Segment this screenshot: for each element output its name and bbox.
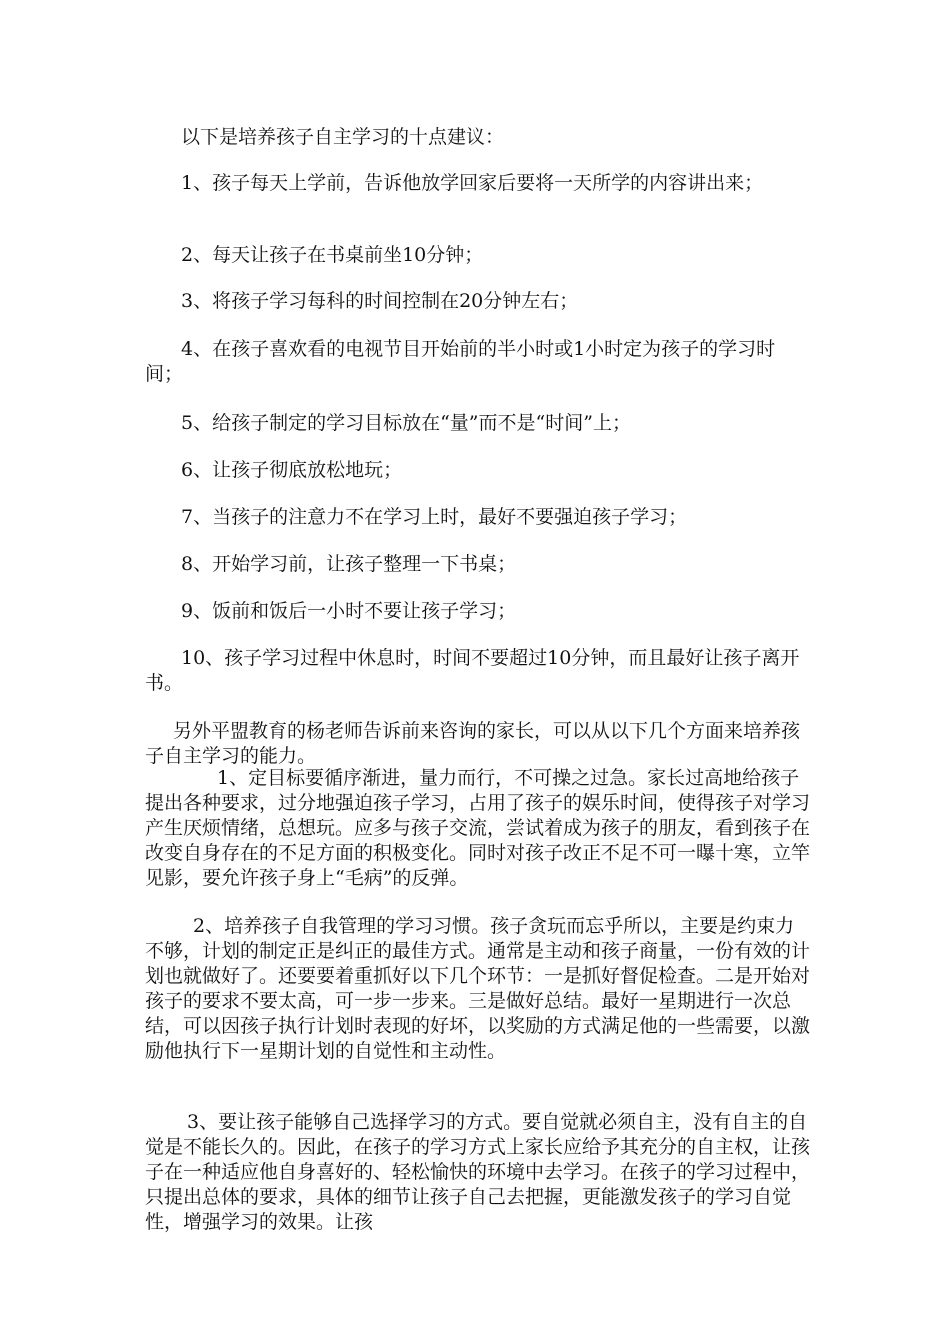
- tip-item-2: 2、每天让孩子在书桌前坐10分钟；: [181, 244, 484, 266]
- tip-item-3: 3、将孩子学习每科的时间控制在20分钟左右；: [181, 290, 579, 312]
- point-paragraph-1: 1、定目标要循序渐进，量力而行，不可操之过急。家长过高地给孩子提出各种要求，过分地强迫孩子学习，占用了孩子的娱乐时间，使得孩子对学习产生厌烦情绪，总想玩。应多与孩子交流，尝试着成为孩子的朋友，看到孩子在改变自身存在的不足方面的积极变化。同时对孩子改正不足不可一曝十寒，立竿见影，要允许孩子身上“毛病”的反弹。: [145, 767, 811, 889]
- tip-item-9: 9、饭前和饭后一小时不要让孩子学习；: [181, 600, 517, 622]
- tip-item-1: 1、孩子每天上学前，告诉他放学回家后要将一天所学的内容讲出来；: [181, 172, 764, 194]
- tip-item-5: 5、给孩子制定的学习目标放在“量”而不是“时间”上；: [181, 412, 631, 434]
- tip-item-10: 10、孩子学习过程中休息时，时间不要超过10分钟，而且最好让孩子离开书。: [145, 647, 800, 694]
- point-paragraph-2: 2、培养孩子自我管理的学习习惯。孩子贪玩而忘乎所以，主要是约束力不够，计划的制定正是纠正的最佳方式。通常是主动和孩子商量，一份有效的计划也就做好了。还要要着重抓好以下几个环节：一是抓好督促检查。二是开始对孩子的要求不要太高，可一步一步来。三是做好总结。最好一星期进行一次总结，可以因孩子执行计划时表现的好坏，以奖励的方式满足他的一些需要，以激励他执行下一星期计划的自觉性和主动性。: [145, 915, 811, 1062]
- tip-item-4: 4、在孩子喜欢看的电视节目开始前的半小时或1小时定为孩子的学习时间；: [145, 338, 776, 385]
- tip-item-8: 8、开始学习前，让孩子整理一下书桌；: [181, 553, 517, 575]
- tip-item-6: 6、让孩子彻底放松地玩；: [181, 459, 403, 481]
- intro-line: 以下是培养孩子自主学习的十点建议：: [181, 126, 505, 148]
- section-intro-paragraph: 另外平盟教育的杨老师告诉前来咨询的家长，可以从以下几个方面来培养孩子自主学习的能力。: [145, 720, 801, 767]
- point-paragraph-3: 3、要让孩子能够自己选择学习的方式。要自觉就必须自主，没有自主的自觉是不能长久的。因此，在孩子的学习方式上家长应给予其充分的自主权，让孩子在一种适应他自身喜好的、轻松愉快的环境中去学习。在孩子的学习过程中，只提出总体的要求，具体的细节让孩子自己去把握，更能激发孩子的学习自觉性，增强学习的效果。让孩: [145, 1111, 811, 1233]
- tip-item-7: 7、当孩子的注意力不在学习上时，最好不要强迫孩子学习；: [181, 506, 688, 528]
